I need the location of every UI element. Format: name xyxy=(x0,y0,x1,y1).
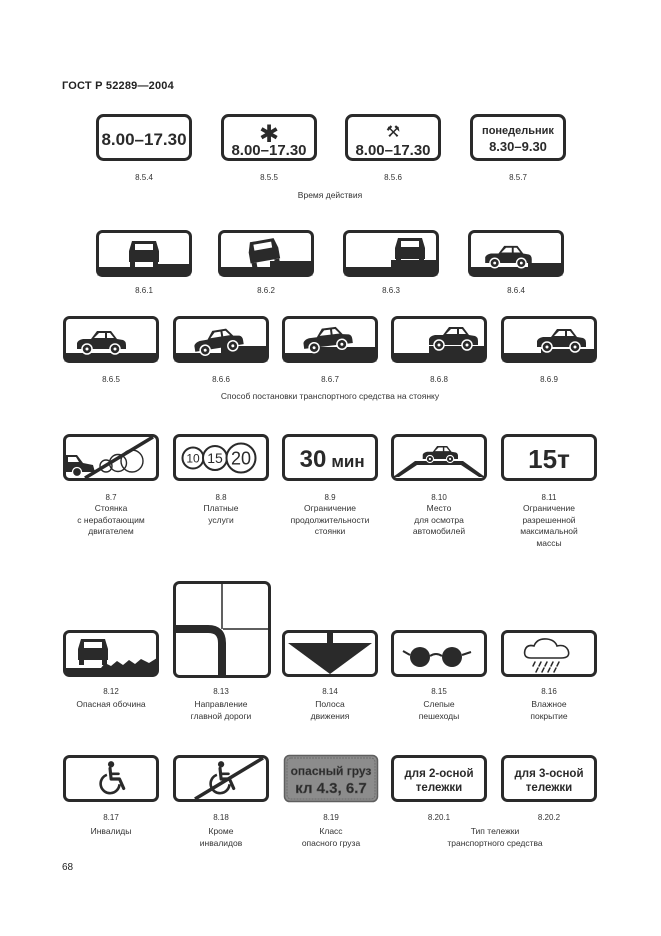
sign-number: 8.6.7 xyxy=(321,375,339,384)
sign-caption: Кроме инвалидов xyxy=(199,826,243,848)
page-number: 68 xyxy=(62,862,74,873)
snowflake-icon: ✱ xyxy=(258,121,280,148)
sign-8-20-1 xyxy=(391,755,487,802)
sign-number: 8.6.3 xyxy=(382,286,400,295)
sign-number: 8.5.5 xyxy=(260,173,278,182)
sign-number: 8.11 xyxy=(541,493,557,502)
sign-value: 15т xyxy=(528,444,570,474)
sign-number: 8.7 xyxy=(105,493,117,502)
group-caption-time: Время действия xyxy=(297,190,363,200)
sign-text: 8.00–17.30 xyxy=(355,142,431,159)
sign-caption: Ограничение разрешенной максимальной массы xyxy=(520,503,578,548)
sign-8-11 xyxy=(501,434,597,481)
sign-number: 8.9 xyxy=(324,493,336,502)
sign-8-5-5 xyxy=(221,114,317,161)
sign-number: 8.5.4 xyxy=(135,173,153,182)
sign-number: 8.16 xyxy=(541,687,557,696)
sign-8-20-2 xyxy=(501,755,597,802)
sign-8-15 xyxy=(391,630,487,677)
sign-text: 8.00–17.30 xyxy=(101,130,187,149)
sign-unit: мин xyxy=(331,452,365,471)
coin-value: 15 xyxy=(207,450,223,466)
sign-number: 8.6.4 xyxy=(507,286,525,295)
sign-number: 8.6.1 xyxy=(135,286,153,295)
sign-8-5-4 xyxy=(96,114,192,161)
sign-number: 8.6.8 xyxy=(430,375,448,384)
sign-caption: Влажное покрытие xyxy=(530,699,568,721)
sign-caption: Слепые пешеходы xyxy=(418,699,460,721)
sign-value: 30 xyxy=(299,446,327,473)
sign-text-line1: опасный груз xyxy=(290,764,372,778)
hammer-pick-icon: ⚒ xyxy=(385,124,401,141)
sign-text-line2: 8.30–9.30 xyxy=(489,139,547,154)
sign-8-12 xyxy=(63,630,159,677)
sign-caption: Инвалиды xyxy=(90,826,132,836)
sign-8-5-7 xyxy=(470,114,566,161)
sign-number: 8.20.1 xyxy=(427,813,451,822)
group-caption-bogie: Тип тележки транспортного средства xyxy=(447,826,543,848)
sign-8-18 xyxy=(173,755,269,802)
sign-number: 8.19 xyxy=(323,813,339,822)
sign-number: 8.18 xyxy=(213,813,229,822)
sign-text-line1: понедельник xyxy=(482,125,554,137)
sign-number: 8.6.5 xyxy=(102,375,120,384)
sign-caption: Класс опасного груза xyxy=(301,826,361,848)
sign-number: 8.15 xyxy=(431,687,447,696)
sign-number: 8.6.6 xyxy=(212,375,230,384)
group-caption-parking: Способ постановки транспортного средства на стоянку xyxy=(220,391,440,401)
sign-number: 8.12 xyxy=(103,687,119,696)
sign-number: 8.10 xyxy=(431,493,447,502)
sign-number: 8.6.9 xyxy=(540,375,558,384)
sign-8-16 xyxy=(501,630,597,677)
sign-number: 8.5.7 xyxy=(509,173,527,182)
sign-caption: Платные услуги xyxy=(203,503,239,525)
coin-value: 10 xyxy=(186,451,200,466)
sign-text-line2: тележки xyxy=(525,782,573,794)
sign-8-6-1 xyxy=(96,230,192,277)
sign-text-line1: для 3-осной xyxy=(514,768,584,780)
sign-number: 8.5.6 xyxy=(384,173,402,182)
sign-8-13 xyxy=(173,581,271,678)
sign-text-line1: для 2-осной xyxy=(404,768,474,780)
sign-caption: Стоянка с неработающим двигателем xyxy=(77,503,145,536)
sign-8-8 xyxy=(173,434,269,481)
sign-number: 8.20.2 xyxy=(537,813,561,822)
sign-caption: Место для осмотра автомобилей xyxy=(412,503,466,536)
sign-8-14 xyxy=(282,630,378,677)
sign-caption: Направление главной дороги xyxy=(190,699,252,721)
sign-number: 8.6.2 xyxy=(257,286,275,295)
sign-text-line2: кл 4.3, 6.7 xyxy=(295,780,367,797)
sign-8-6-3 xyxy=(343,230,439,277)
sign-8-6-5 xyxy=(63,316,159,363)
sign-number: 8.8 xyxy=(215,493,227,502)
sign-8-6-2 xyxy=(218,230,314,277)
coin-value: 20 xyxy=(230,448,252,469)
sign-8-6-7 xyxy=(282,316,378,363)
sign-8-7 xyxy=(63,434,159,481)
sign-8-19 xyxy=(284,755,378,802)
sign-8-6-6 xyxy=(173,316,269,363)
sign-caption: Опасная обочина xyxy=(76,699,146,709)
sign-number: 8.13 xyxy=(213,687,229,696)
document-header: ГОСТ Р 52289—2004 xyxy=(62,80,174,92)
sign-number: 8.14 xyxy=(322,687,338,696)
sign-text: 8.00–17.30 xyxy=(231,142,307,159)
sign-caption: Ограничение продолжительности стоянки xyxy=(290,503,370,536)
sign-8-9 xyxy=(282,434,378,481)
sign-8-17 xyxy=(63,755,159,802)
sign-8-6-8 xyxy=(391,316,487,363)
sign-text-line2: тележки xyxy=(415,782,463,794)
sign-number: 8.17 xyxy=(103,813,119,822)
sign-8-10 xyxy=(391,434,487,481)
sign-8-6-4 xyxy=(468,230,564,277)
sign-caption: Полоса движения xyxy=(310,699,350,721)
sign-8-6-9 xyxy=(501,316,597,363)
sign-8-5-6 xyxy=(345,114,441,161)
